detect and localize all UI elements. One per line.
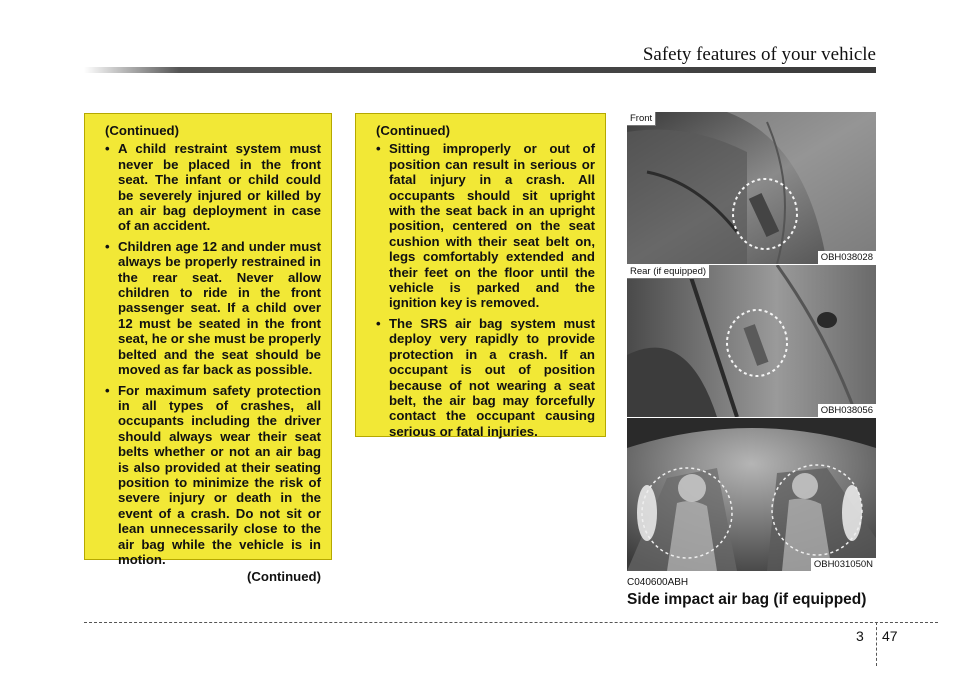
rear-seat-illustration: [627, 265, 876, 417]
page-number: 47: [882, 628, 898, 644]
photo-code: OBH038056: [818, 404, 876, 417]
photo-label: Rear (if equipped): [627, 265, 710, 279]
section-code: C040600ABH: [627, 577, 689, 588]
photo-label: Front: [627, 112, 656, 126]
continued-label-top: (Continued): [105, 123, 179, 138]
continued-label-top: (Continued): [376, 123, 450, 138]
rear-seat-photo: [627, 265, 876, 417]
chapter-number: 3: [856, 628, 864, 644]
section-title: Side impact air bag (if equipped): [627, 591, 867, 608]
warning-box-left: [84, 113, 332, 585]
header-bar: [84, 67, 876, 73]
warning-item: • The SRS air bag system must deploy very rapidly to provide protection in a crash. If an occupant is out of position because of not wearing a seat belt, the air bag may forcefully contact the occupant causing serious or fatal injuries.: [376, 316, 595, 439]
continued-label-bottom: (Continued): [247, 569, 321, 585]
warning-item: • Sitting improperly or out of position can result in serious or fatal injury in a crash. All occupants should sit upright with the seat back in an upright position, centered on the seat cushion with their seat belt on, legs comfortably extended and their feet on the floor until the vehicle is parked and the ignition key is removed.: [376, 141, 595, 310]
warning-box-middle: [355, 113, 606, 437]
footer-divider: [84, 622, 938, 623]
cabin-interior-illustration: [627, 418, 876, 571]
warning-item: • For maximum safety protection in all types of crashes, all occupants including the driver should always wear their seat belts whether or not an air bag is also provided at their seating position to minimize the risk of severe injury or death in the event of a crash. Do not sit or lean unnecessarily close to the air bag while the vehicle is in motion.: [105, 383, 321, 568]
warning-list: [376, 141, 595, 439]
warning-list: [105, 141, 321, 567]
page-header-title: Safety features of your vehicle: [642, 44, 876, 65]
page-number-divider: [876, 622, 877, 666]
photo-code: OBH038028: [818, 251, 876, 264]
cabin-interior-photo: [627, 418, 876, 571]
front-seat-illustration: [627, 112, 876, 264]
warning-item: • Children age 12 and under must always be properly restrained in the rear seat. Never allow children to ride in the front passenger seat. If a child over 12 must be seated in the front seat, he or she must be properly belted and the seat should be moved as far back as possible.: [105, 239, 321, 378]
front-seat-photo: [627, 112, 876, 264]
warning-item: • A child restraint system must never be placed in the front seat. The infant or child could be severely injured or killed by an air bag deployment in case of an accident.: [105, 141, 321, 233]
photo-code: OBH031050N: [811, 558, 876, 571]
